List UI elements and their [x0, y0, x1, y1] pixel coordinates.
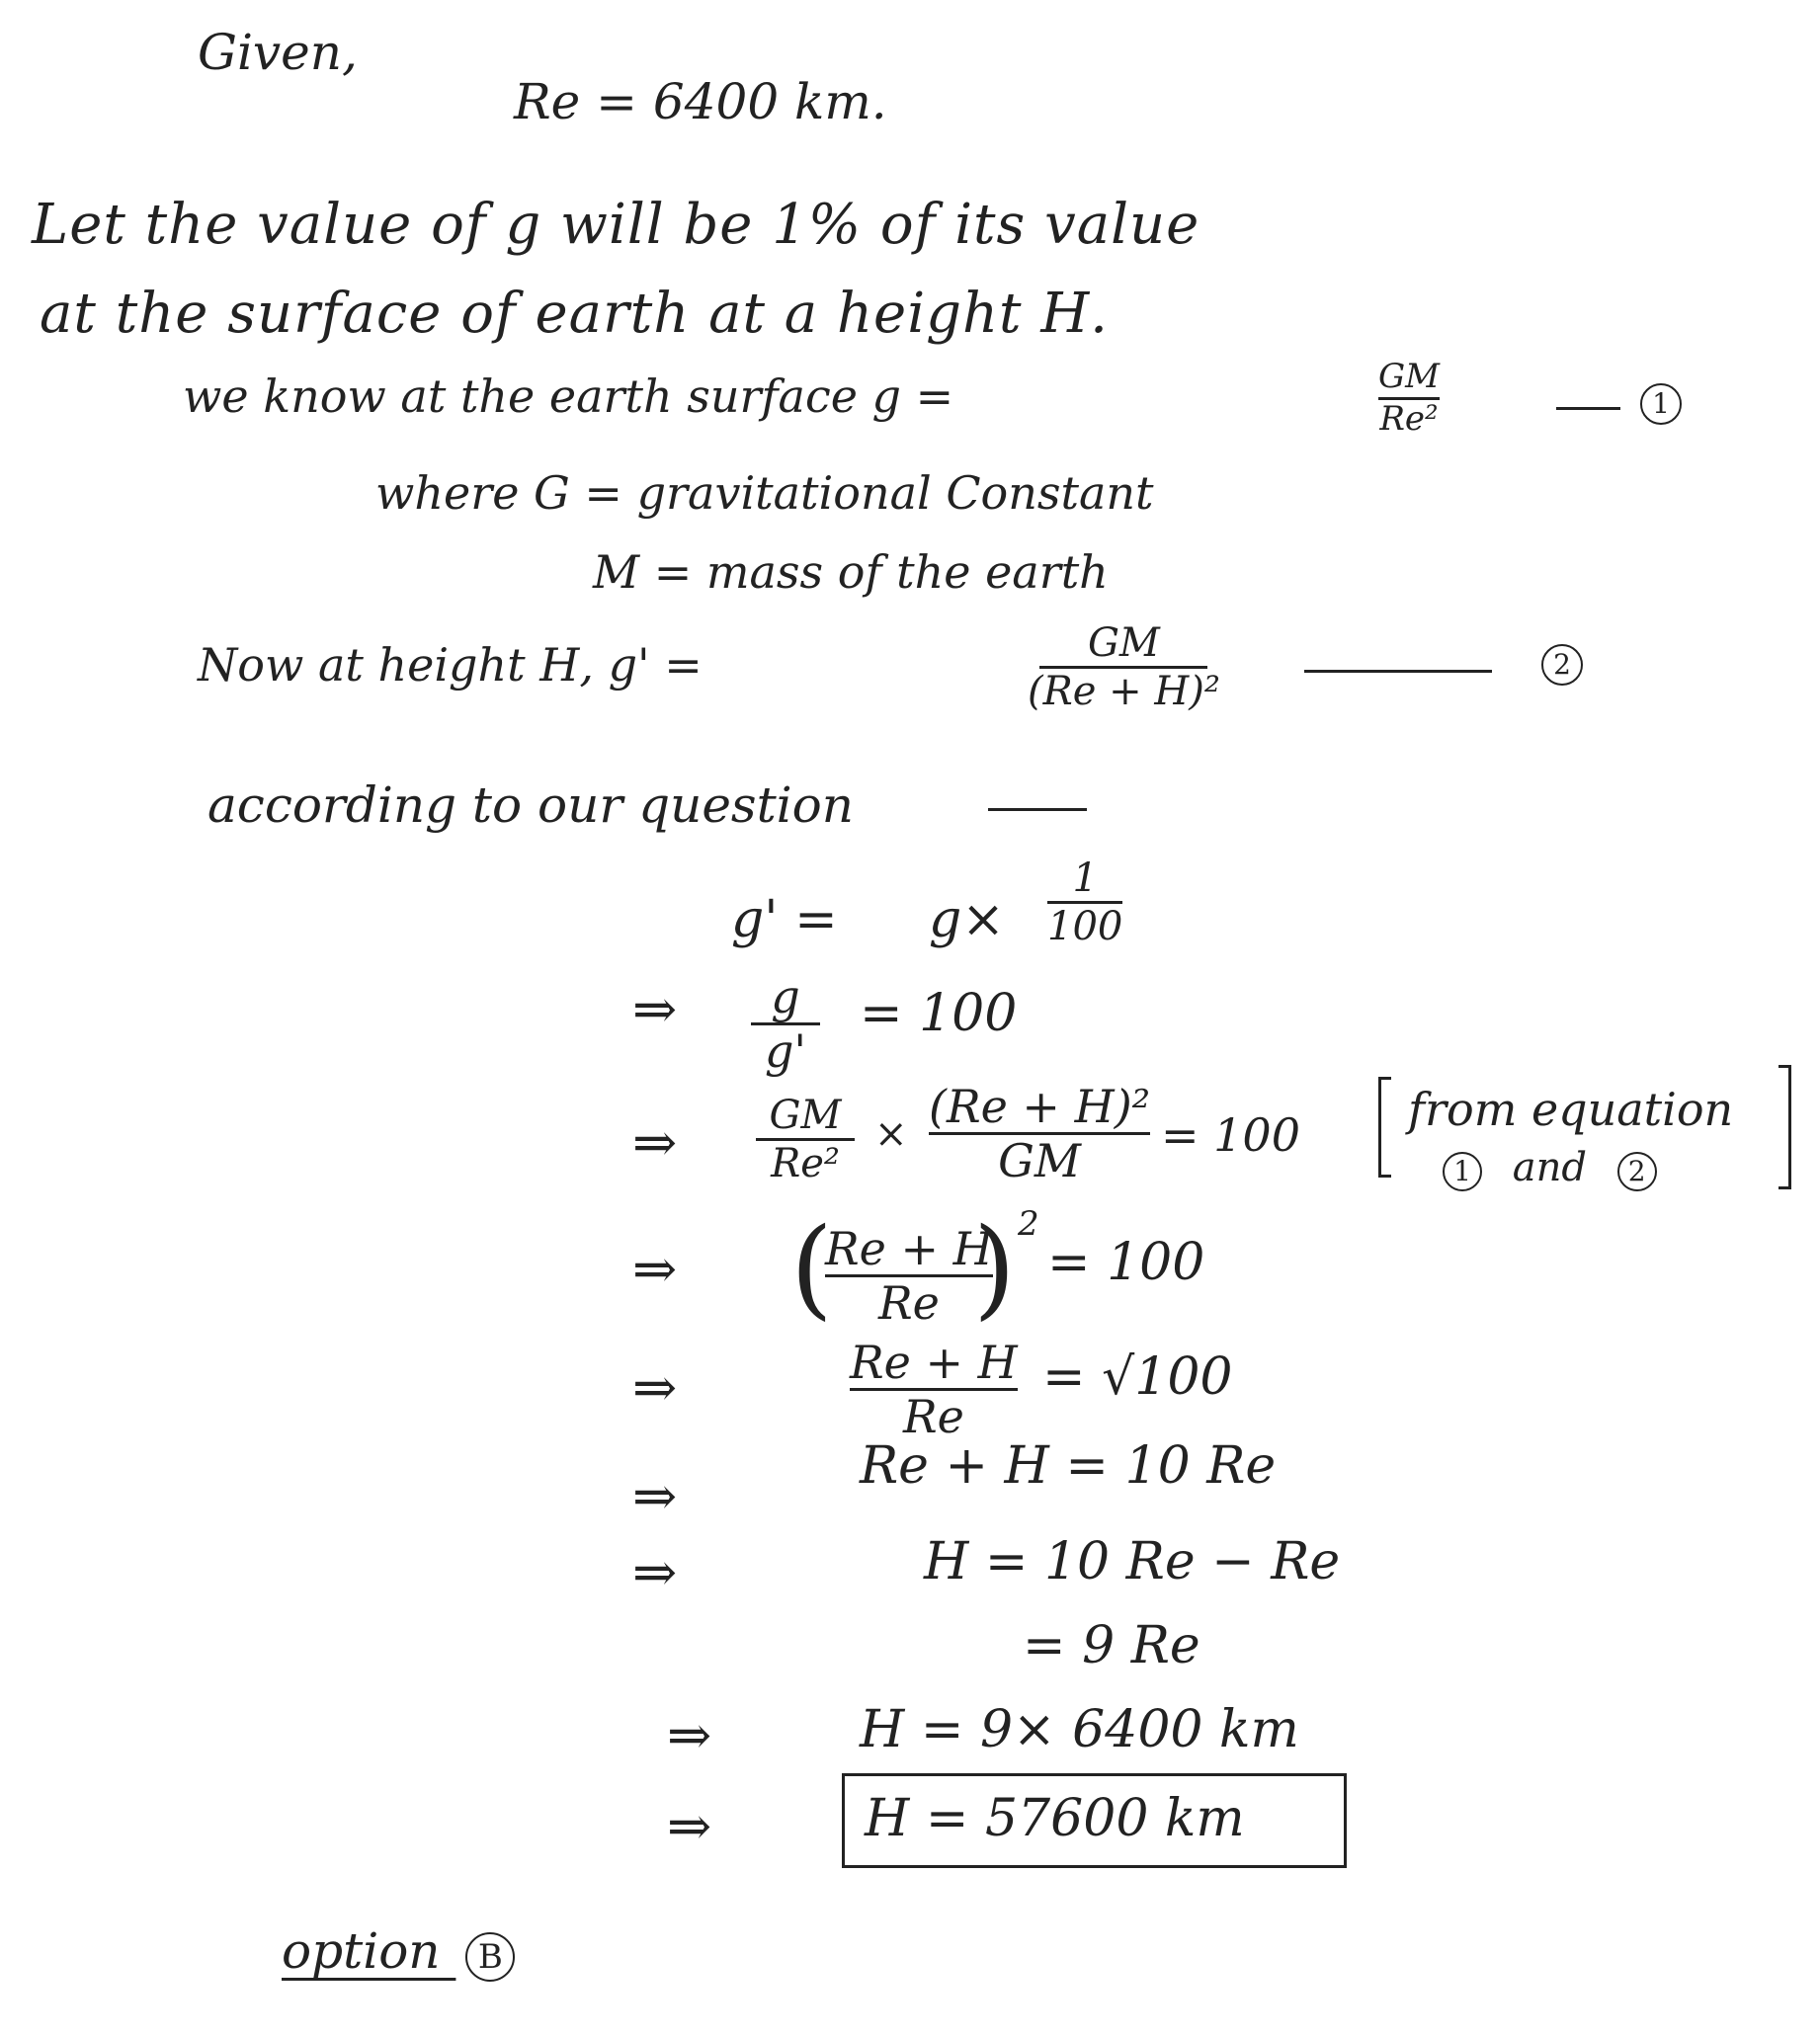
option-letter: B — [465, 1932, 515, 1982]
gravitational-constant-definition: where G = gravitational Constant — [375, 466, 1154, 520]
final-answer: H = 57600 km — [865, 1789, 1245, 1848]
implies-symbol: ⇒ — [667, 1704, 712, 1766]
step-6: Re + H = 10 Re — [860, 1436, 1277, 1496]
implies-symbol: ⇒ — [632, 1356, 678, 1419]
note-equation-1: 1 — [1443, 1152, 1482, 1191]
step-1-denominator: 100 — [1047, 904, 1123, 949]
step-3-times: × — [874, 1111, 908, 1157]
step-3-fraction-1 — [756, 1095, 855, 1184]
paren-right: ) — [973, 1204, 1016, 1331]
statement-line-2: at the surface of earth at a height H. — [40, 282, 1109, 346]
step-1-lhs: g' = — [731, 890, 838, 949]
note-bracket-left — [1378, 1077, 1391, 1178]
step-4-fraction — [825, 1222, 993, 1331]
step-2-fraction — [751, 970, 820, 1079]
step-1-mid: g× — [929, 890, 1005, 949]
dash-line — [1556, 407, 1620, 410]
given-radius: Re = 6400 km. — [514, 73, 887, 130]
dash-line — [988, 808, 1087, 811]
option-label — [282, 1922, 515, 1982]
according-text: according to our question — [207, 776, 854, 834]
step-5-numerator: Re + H — [850, 1336, 1018, 1389]
height-gravity-numerator: GM — [1087, 620, 1160, 666]
note-equation-2: 2 — [1617, 1152, 1657, 1191]
height-gravity-text: Now at height H, g' = — [198, 638, 703, 692]
step-2-denominator: g' — [764, 1024, 807, 1079]
equation-number-2: 2 — [1541, 644, 1583, 686]
height-gravity-fraction — [1028, 622, 1220, 712]
statement-line-1: Let the value of g will be 1% of its value — [32, 193, 1200, 257]
note-bracket-right — [1779, 1065, 1791, 1189]
step-8: = 9 Re — [1023, 1616, 1200, 1675]
step-4-exponent: 2 — [1018, 1204, 1039, 1244]
surface-gravity-numerator: GM — [1378, 357, 1440, 396]
step-7: H = 10 Re − Re — [924, 1532, 1341, 1591]
step-3-f2-denominator: GM — [998, 1134, 1081, 1188]
implies-symbol: ⇒ — [632, 1238, 678, 1300]
step-3-fraction-2 — [929, 1080, 1151, 1188]
step-9: H = 9× 6400 km — [860, 1700, 1299, 1759]
step-2-rhs: = 100 — [860, 984, 1018, 1043]
equation-number-1: 1 — [1640, 383, 1682, 425]
step-1-fraction — [1047, 857, 1122, 947]
step-1-numerator: 1 — [1072, 856, 1098, 901]
step-3-f1-denominator: Re² — [771, 1141, 840, 1186]
mass-definition: M = mass of the earth — [593, 545, 1109, 599]
option-text: option — [282, 1922, 441, 1980]
step-5-rhs: = √100 — [1042, 1347, 1233, 1407]
step-4-denominator: Re — [877, 1276, 940, 1331]
dash-line — [1304, 670, 1492, 673]
implies-symbol: ⇒ — [632, 1541, 678, 1603]
implies-symbol: ⇒ — [632, 978, 678, 1040]
step-5-fraction — [850, 1336, 1018, 1444]
height-gravity-denominator: (Re + H)² — [1028, 669, 1220, 714]
paren-left: ( — [790, 1204, 833, 1331]
surface-gravity-fraction — [1378, 357, 1440, 439]
given-label: Given, — [198, 24, 358, 81]
step-3-note-line-1: from equation — [1408, 1083, 1734, 1136]
surface-gravity-text: we know at the earth surface g = — [183, 369, 954, 423]
note-and: and — [1512, 1145, 1587, 1190]
surface-gravity-denominator: Re² — [1379, 398, 1439, 439]
step-3-f1-numerator: GM — [769, 1093, 842, 1138]
step-4-numerator: Re + H — [825, 1222, 993, 1275]
step-4-rhs: = 100 — [1047, 1233, 1205, 1292]
implies-symbol: ⇒ — [632, 1465, 678, 1527]
step-2-numerator: g — [771, 970, 800, 1023]
step-3-rhs: = 100 — [1161, 1108, 1300, 1162]
step-3-f2-numerator: (Re + H)² — [929, 1080, 1151, 1133]
step-3-note-line-2 — [1443, 1145, 1657, 1191]
implies-symbol: ⇒ — [667, 1795, 712, 1857]
step-5-denominator: Re — [902, 1390, 964, 1444]
implies-symbol: ⇒ — [632, 1111, 678, 1174]
